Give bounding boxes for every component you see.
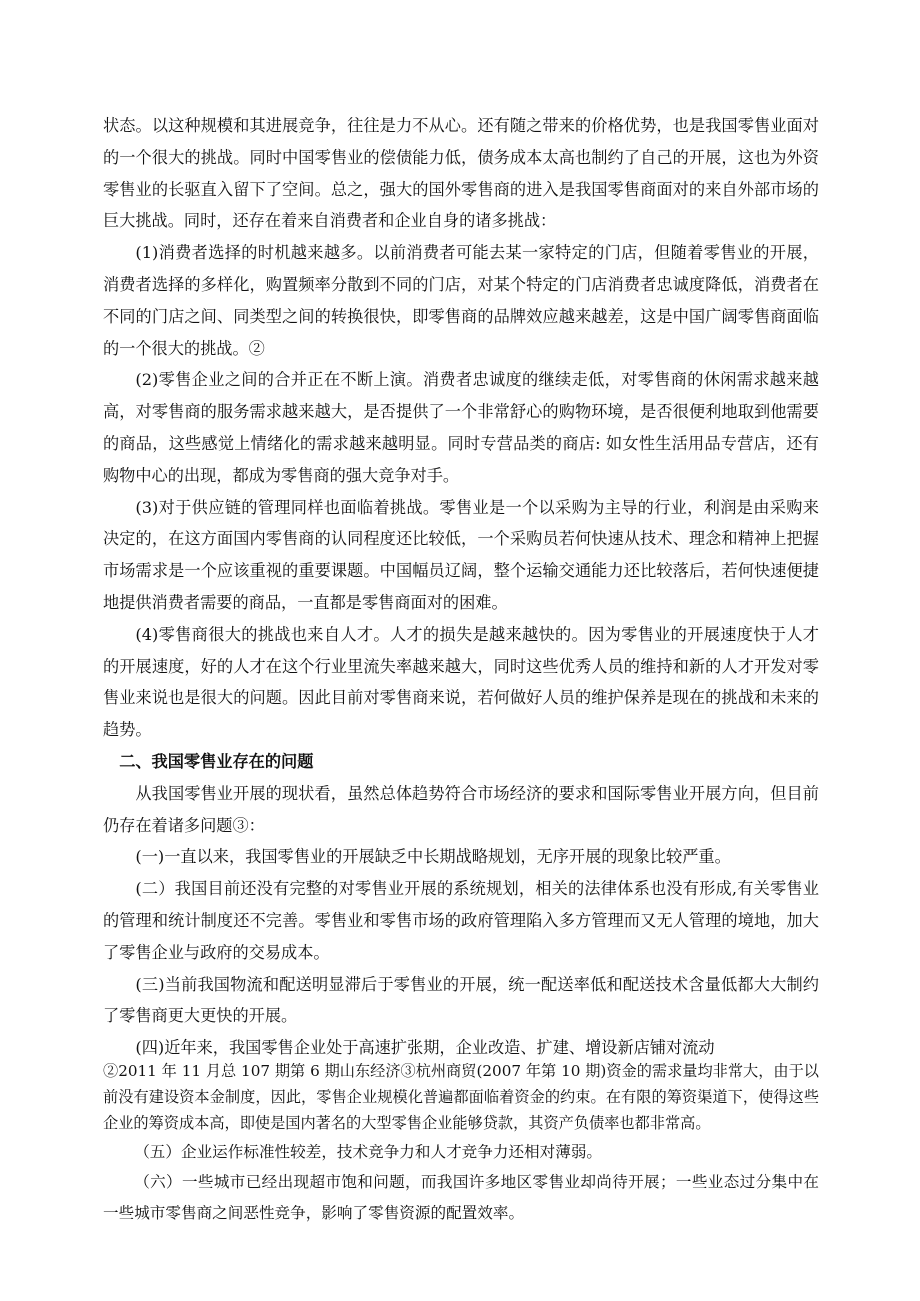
- paragraph-continuation: 状态。以这种规模和其进展竞争，往往是力不从心。还有随之带来的价格优势，也是我国零售业面对的一个很大的挑战。同时中国零售业的偿债能力低，债务成本太高也制约了自己的开展，这也为外资零售业的长驱直入留下了空间。总之，强大的国外零售商的进入是我国零售商面对的来自外部市场的巨大挑战。同时，还存在着来自消费者和企业自身的诸多挑战：: [103, 116, 819, 231]
- main-body: [103, 110, 819, 1064]
- paragraph-problem-3: (三)当前我国物流和配送明显滞后于零售业的开展，统一配送率低和配送技术含量低都大大制约了零售商更大更快的开展。: [103, 974, 819, 1026]
- paragraph-challenge-4: (4)零售商很大的挑战也来自人才。人才的损失是越来越快的。因为零售业的开展速度快于人才的开展速度，好的人才在这个行业里流失率越来越大，同时这些优秀人员的维持和新的人才开发对零售业来说也是很大的问题。因此目前对零售商来说，若何做好人员的维护保养是现在的挑战和未来的趋势。: [103, 624, 819, 740]
- footnote-text: ②2011 年 11 月总 107 期第 6 期山东经济③杭州商贸(2007 年第 10 期)资金的需求量均非常大，由于以前没有建设资本金制度，因此，零售企业规模化普遍都面临着资金的约束。在有限的筹资渠道下，使得这些企业的筹资成本高，即使是国内著名的大型零售企业能够贷款，其资产负债率也都非常高。: [103, 1062, 819, 1133]
- section-heading: 二、我国零售业存在的问题: [119, 751, 314, 771]
- paragraph-problem-6: （六）一些城市已经出现超市饱和问题，而我国许多地区零售业却尚待开展；一些业态过分集中在一些城市零售商之间恶性竞争，影响了零售资源的配置效率。: [103, 1173, 819, 1222]
- paragraph-problems-intro: 从我国零售业开展的现状看，虽然总体趋势符合市场经济的要求和国际零售业开展方向，但目前仍存在着诸多问题③：: [103, 783, 819, 835]
- footnote-section: [103, 1058, 819, 1228]
- paragraph-challenge-2: (2)零售企业之间的合并正在不断上演。消费者忠诚度的继续走低，对零售商的休闲需求越来越高，对零售商的服务需求越来越大，是否提供了一个非常舒心的购物环境，是否很便利地取到他需要的商品，这些感觉上情绪化的需求越来越明显。同时专营品类的商店: 如女性生活用品专营店，还有购物中心的出现，都成为零售商的强大竞争对手。: [103, 370, 819, 485]
- paragraph-challenge-3: (3)对于供应链的管理同样也面临着挑战。零售业是一个以采购为主导的行业，利润是由采购来决定的，在这方面国内零售商的认同程度还比较低，一个采购员若何快速从技术、理念和精神上把握市场需求是一个应该重视的重要课题。中国幅员辽阔，整个运输交通能力还比较落后，若何快速便捷地提供消费者需要的商品，一直都是零售商面对的困难。: [103, 497, 819, 612]
- paragraph-challenge-1: (1)消费者选择的时机越来越多。以前消费者可能去某一家特定的门店，但随着零售业的开展，消费者选择的多样化，购置频率分散到不同的门店，对某个特定的门店消费者忠诚度降低，消费者在不同的门店之间、同类型之间的转换很快，即零售商的品牌效应越来越差，这是中国广阔零售商面临的一个很大的挑战。②: [103, 243, 819, 358]
- paragraph-problem-5: （五）企业运作标准性较差，技术竞争力和人才竞争力还相对薄弱。: [134, 1142, 603, 1161]
- paragraph-problem-1: (一)一直以来，我国零售业的开展缺乏中长期战略规划，无序开展的现象比较严重。: [135, 847, 731, 867]
- paragraph-problem-4: (四)近年来，我国零售企业处于高速扩张期，企业改造、扩建、增设新店铺对流动: [135, 1038, 715, 1058]
- paragraph-problem-2: (二）我国目前还没有完整的对零售业开展的系统规划，相关的法律体系也没有形成,有关零售业的管理和统计制度还不完善。零售业和零售市场的政府管理陷入多方管理而又无人管理的境地，加大了零售企业与政府的交易成本。: [103, 879, 819, 962]
